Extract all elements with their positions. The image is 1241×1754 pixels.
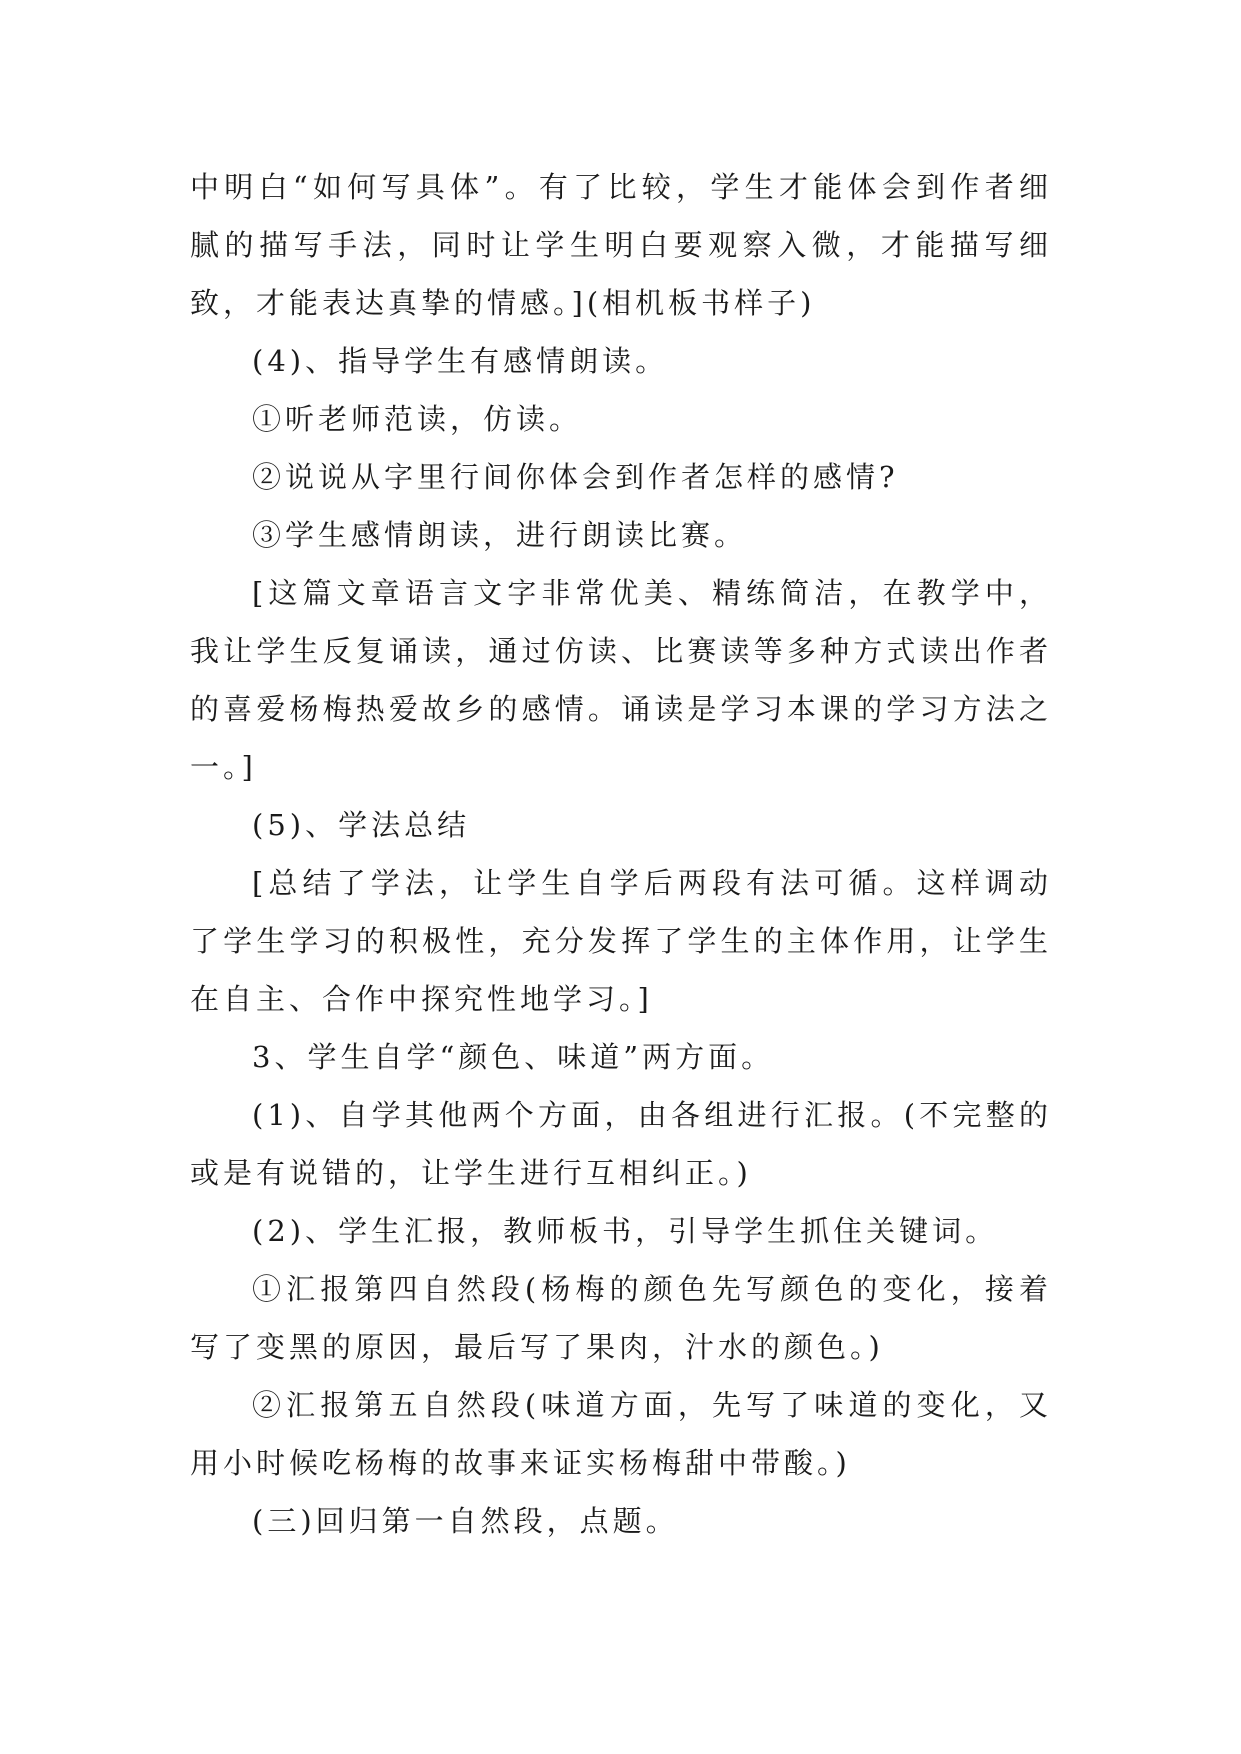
paragraph-2: (4)、指导学生有感情朗读。 bbox=[252, 344, 669, 378]
document-body bbox=[190, 158, 1052, 1550]
paragraph-14: (三)回归第一自然段，点题。 bbox=[252, 1504, 679, 1538]
paragraph-3: ①听老师范读，仿读。 bbox=[252, 402, 583, 436]
paragraph-11: (2)、学生汇报，教师板书，引导学生抓住关键词。 bbox=[252, 1214, 999, 1248]
paragraph-8: [总结了学法，让学生自学后两段有法可循。这样调动了学生学习的积极性，充分发挥了学生的主体作用，让学生在自主、合作中探究性地学习。] bbox=[190, 866, 1052, 1016]
paragraph-7: (5)、学法总结 bbox=[252, 808, 471, 842]
paragraph-1: 中明白“如何写具体”。有了比较，学生才能体会到作者细腻的描写手法，同时让学生明白要观察入微，才能描写细致，才能表达真挚的情感。](相机板书样子) bbox=[190, 170, 1052, 320]
paragraph-13: ②汇报第五自然段(味道方面，先写了味道的变化，又用小时候吃杨梅的故事来证实杨梅甜中带酸。) bbox=[190, 1388, 1052, 1480]
paragraph-4: ②说说从字里行间你体会到作者怎样的感情? bbox=[252, 460, 899, 494]
paragraph-12: ①汇报第四自然段(杨梅的颜色先写颜色的变化，接着写了变黑的原因，最后写了果肉，汁水的颜色。) bbox=[190, 1272, 1052, 1364]
paragraph-9: 3、学生自学“颜色、味道”两方面。 bbox=[252, 1040, 775, 1074]
paragraph-5: ③学生感情朗读，进行朗读比赛。 bbox=[252, 518, 748, 552]
paragraph-6: [这篇文章语言文字非常优美、精练简洁，在教学中，我让学生反复诵读，通过仿读、比赛读等多种方式读出作者的喜爱杨梅热爱故乡的感情。诵读是学习本课的学习方法之一。] bbox=[190, 576, 1052, 784]
paragraph-10: (1)、自学其他两个方面，由各组进行汇报。(不完整的或是有说错的，让学生进行互相纠正。) bbox=[190, 1098, 1052, 1190]
